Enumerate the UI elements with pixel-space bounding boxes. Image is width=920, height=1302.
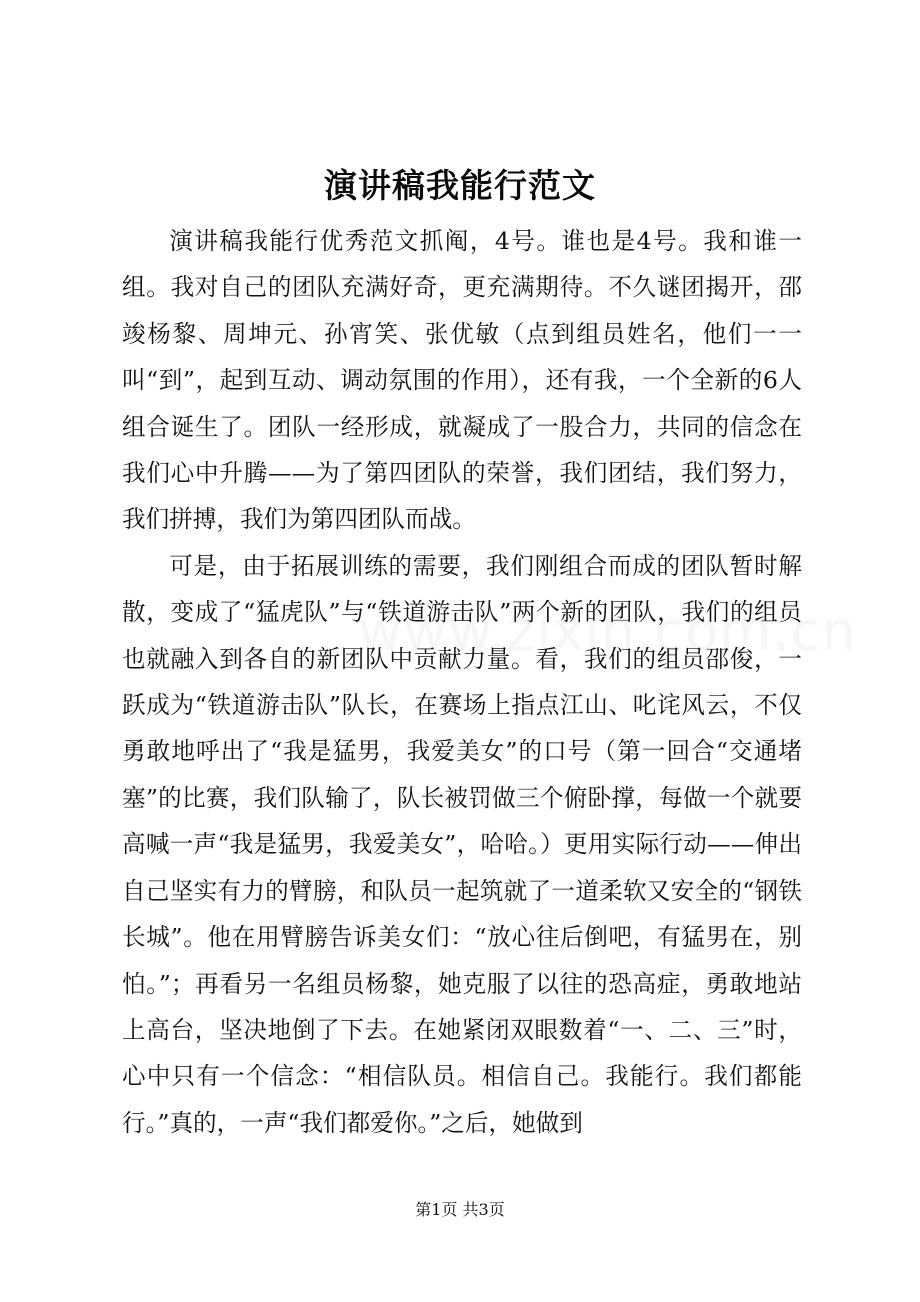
- page-footer: 第1页 共3页: [415, 1200, 505, 1219]
- paragraph: 可是，由于拓展训练的需要，我们刚组合而成的团队暂时解散，变成了“猛虎队”与“铁道游击队”两个新的团队，我们的组员也就融入到各自的新团队中贡献力量。看，我们的组员邵俊，一跃成为“铁道游击队”队长，在赛场上指点江山、叱诧风云，不仅勇敢地呼出了“我是猛男，我爱美女”的口号（第一回合“交通堵塞”的比赛，我们队输了，队长被罚做三个俯卧撑，每做一个就要高喊一声“我是猛男，我爱美女”，哈哈。）更用实际行动——伸出自己坚实有力的臂膀，和队员一起筑就了一道柔软又安全的“钢铁长城”。他在用臂膀告诉美女们：“放心往后倒吧，有猛男在，别怕。”；再看另一名组员杨黎，她克服了以往的恐高症，勇敢地站上高台，坚决地倒了下去。在她紧闭双眼数着“一、二、三”时，心中只有一个信念：“相信队员。相信自己。我能行。我们都能行。”真的，一声“我们都爱你。”之后，她做到: [122, 551, 802, 1137]
- paragraph: 演讲稿我能行优秀范文抓阄，4号。谁也是4号。我和谁一组。我对自己的团队充满好奇，更充满期待。不久谜团揭开，邵竣杨黎、周坤元、孙宵笑、张优敏（点到组员姓名，他们一一叫“到”，起到互动、调动氛围的作用），还有我，一个全新的6人组合诞生了。团队一经形成，就凝成了一股合力，共同的信念在我们心中升腾——为了第四团队的荣誉，我们团结，我们努力，我们拼搏，我们为第四团队而战。: [122, 227, 802, 534]
- document-body: [122, 218, 802, 1146]
- page-title: 演讲稿我能行范文: [324, 166, 596, 205]
